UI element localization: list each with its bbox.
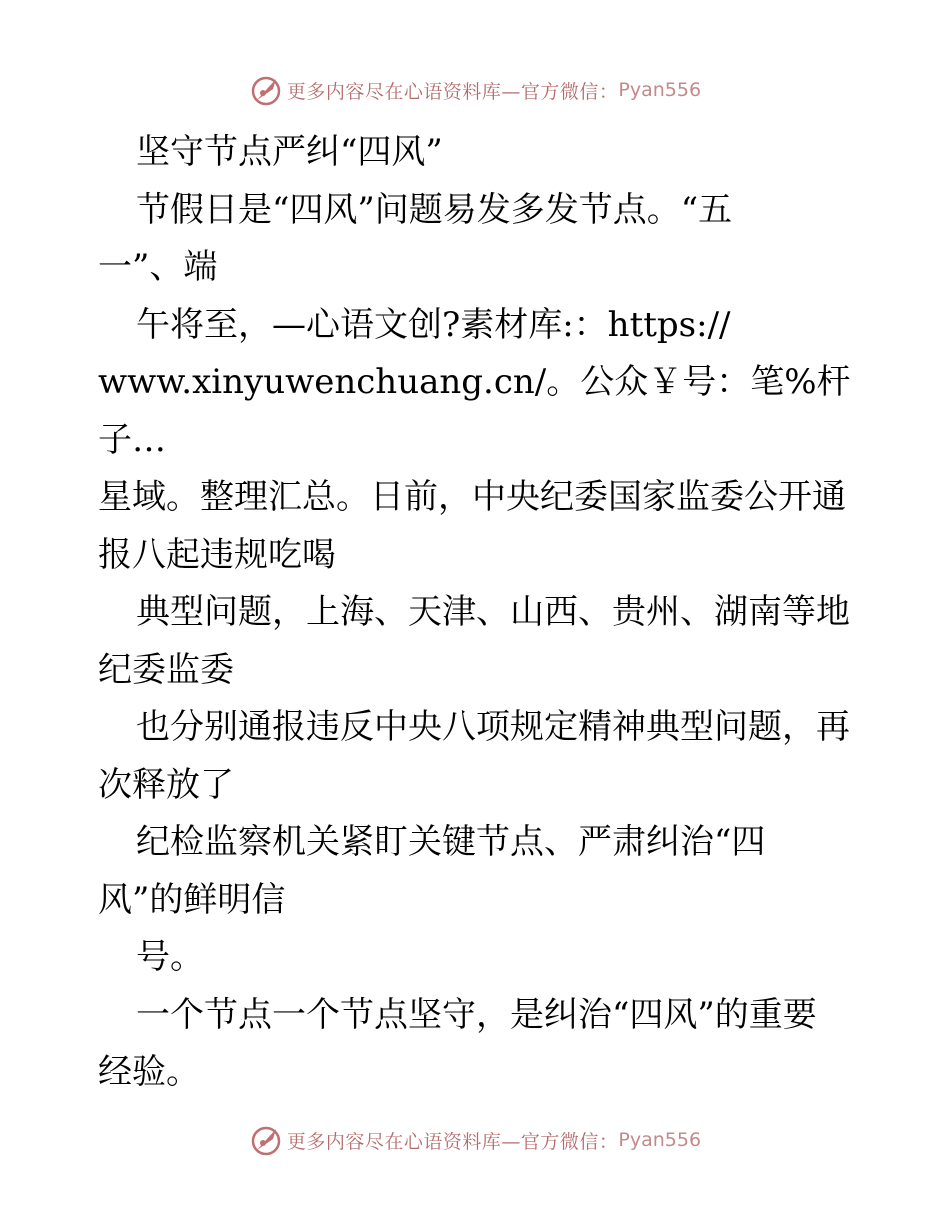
paragraph-line: 报八起违规吃喝: [98, 534, 336, 575]
paragraph-line: 风”的鲜明信: [98, 879, 286, 920]
paragraph-line: www.xinyuwenchuang.cn/。公众￥号：笔%杆子…: [98, 362, 851, 460]
paragraph-line: 也分别通报违反中央八项规定精神典型问题，再: [136, 707, 850, 747]
paragraph-line: 典型问题，上海、天津、山西、贵州、湖南等地: [136, 592, 850, 632]
paragraph-line: 次释放了: [98, 764, 234, 805]
quill-logo-icon: [249, 1123, 283, 1157]
paragraph-line: 经验。: [98, 1052, 200, 1092]
paragraph-line: 坚守节点严纠“四风”: [136, 132, 443, 172]
paragraph-line: 一”、端: [98, 247, 218, 287]
footer-banner: [0, 1122, 950, 1158]
paragraph-line: 节假日是“四风”问题易发多发节点。“五: [136, 189, 733, 230]
paragraph-line: 星域。整理汇总。日前，中央纪委国家监委公开通: [98, 477, 846, 517]
quill-logo-icon: [249, 73, 283, 107]
paragraph-line: 纪委监委: [98, 649, 234, 690]
paragraph-line: 午将至，—心语文创?素材库:：https://: [136, 304, 731, 345]
paragraph-line: 一个节点一个节点坚守，是纠治“四风”的重要: [136, 994, 817, 1035]
footer-text: 更多内容尽在心语资料库—官方微信：: [286, 1130, 619, 1153]
paragraph-line: 号。: [136, 937, 204, 977]
header-text: 更多内容尽在心语资料库—官方微信：: [286, 80, 619, 103]
header-wechat-id: Pyan556: [618, 79, 702, 101]
footer-wechat-id: Pyan556: [618, 1129, 702, 1151]
document-body: [98, 124, 858, 1102]
paragraph-line: 纪检监察机关紧盯关键节点、严肃纠治“四: [136, 822, 766, 862]
header-banner: [0, 72, 950, 108]
